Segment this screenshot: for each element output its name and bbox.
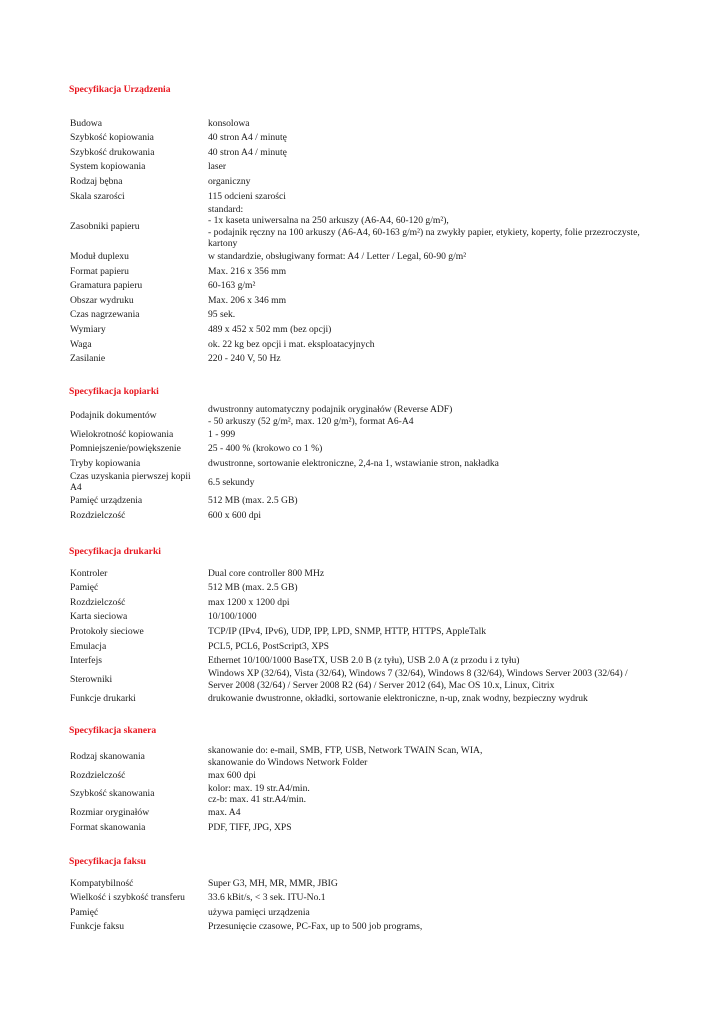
- spec-label: [70, 161, 208, 173]
- spec-label: [70, 443, 208, 455]
- spec-label: [70, 751, 208, 763]
- spec-row: [70, 566, 660, 581]
- section-title-printer: Specyfikacja drukarki: [69, 546, 161, 557]
- spec-table-printer: [70, 566, 660, 706]
- spec-label: [70, 674, 208, 686]
- spec-label-line: Sterowniki: [70, 673, 113, 685]
- spec-row: [70, 204, 660, 250]
- spec-value-line: dwustronny automatyczny podajnik oryginałów (Reverse ADF): [208, 404, 453, 415]
- spec-label-line: Funkcje faksu: [70, 921, 125, 933]
- spec-row: [70, 595, 660, 610]
- spec-label-line: Zasobniki papieru: [70, 220, 140, 232]
- spec-row: [70, 404, 660, 427]
- spec-value: [208, 693, 660, 705]
- spec-value-line: organiczny: [208, 175, 251, 187]
- spec-label-line: Funkcje drukarki: [70, 692, 136, 704]
- spec-row: [70, 745, 660, 768]
- spec-row: [70, 264, 660, 279]
- spec-row: [70, 145, 660, 160]
- spec-value-line: 220 - 240 V, 50 Hz: [208, 353, 281, 365]
- spec-value-line: Server 2008 (32/64) / Server 2008 R2 (64) / Server 2012 (64), Mac OS 10.x, Linux, Citrix: [208, 679, 555, 691]
- spec-label-line: Protokoły sieciowe: [70, 625, 144, 637]
- spec-value-line: 1 - 999: [208, 428, 236, 440]
- spec-value: [208, 161, 660, 173]
- spec-label: [70, 770, 208, 782]
- spec-label-line: Wielokrotność kopiowania: [70, 428, 174, 440]
- spec-value-line: cz-b: max. 41 str.A4/min.: [208, 794, 307, 806]
- spec-value-line: 25 - 400 % (krokowo co 1 %): [208, 443, 323, 455]
- spec-value-line: kolor: max. 19 str.A4/min.: [208, 782, 310, 794]
- spec-label-line: Rodzaj bębna: [70, 175, 123, 187]
- spec-value-line: standard:: [208, 203, 244, 215]
- spec-label-line: Pamięć: [70, 582, 99, 594]
- spec-row: [70, 456, 660, 471]
- spec-value: [208, 807, 660, 819]
- spec-label-line: Pamięć urządzenia: [70, 495, 143, 507]
- spec-value-line: 40 stron A4 / minutę: [208, 146, 287, 158]
- spec-row: [70, 610, 660, 625]
- spec-row: [70, 654, 660, 669]
- spec-value-line: skanowanie do Windows Network Folder: [208, 756, 368, 768]
- spec-value: [208, 582, 660, 594]
- spec-row: [70, 250, 660, 265]
- spec-value-line: Dual core controller 800 MHz: [208, 567, 325, 579]
- spec-row: [70, 691, 660, 706]
- spec-value-line: 512 MB (max. 2.5 GB): [208, 582, 298, 594]
- spec-value-line: Super G3, MH, MR, MMR, JBIG: [208, 877, 338, 889]
- spec-value: [208, 309, 660, 321]
- spec-label-line: Kompatybilność: [70, 877, 134, 889]
- spec-label: [70, 295, 208, 307]
- spec-row: [70, 494, 660, 509]
- spec-label: [70, 641, 208, 653]
- spec-value: [208, 353, 660, 365]
- spec-row: [70, 920, 660, 935]
- spec-label: [70, 221, 208, 233]
- spec-value-line: Max. 206 x 346 mm: [208, 294, 287, 306]
- spec-table-scanner: [70, 745, 660, 835]
- spec-row: [70, 581, 660, 596]
- spec-row: [70, 891, 660, 906]
- spec-label-line: Interfejs: [70, 655, 102, 667]
- spec-row: [70, 442, 660, 457]
- spec-value-line: 6.5 sekundy: [208, 476, 255, 488]
- spec-row: [70, 639, 660, 654]
- spec-value-line: max 600 dpi: [208, 769, 256, 781]
- spec-label-line: Gramatura papieru: [70, 280, 143, 292]
- spec-label: [70, 309, 208, 321]
- spec-row: [70, 427, 660, 442]
- spec-label: [70, 788, 208, 800]
- spec-value-line: PCL5, PCL6, PostScript3, XPS: [208, 640, 330, 652]
- spec-label-line: Szybkość skanowania: [70, 788, 155, 800]
- spec-row: [70, 471, 660, 494]
- spec-value-line: laser: [208, 161, 227, 173]
- spec-label-line: A4: [70, 482, 82, 494]
- spec-row: [70, 806, 660, 821]
- spec-label-line: Rozdzielczość: [70, 769, 126, 781]
- spec-label-line: Karta sieciowa: [70, 611, 128, 623]
- spec-label: [70, 251, 208, 263]
- spec-label-line: Pamięć: [70, 906, 99, 918]
- spec-value: [208, 878, 660, 890]
- spec-value-line: PDF, TIFF, JPG, XPS: [208, 821, 292, 833]
- spec-row: [70, 189, 660, 204]
- spec-value-line: max. A4: [208, 807, 241, 819]
- spec-value-line: - 1x kaseta uniwersalna na 250 arkuszy (A6-A4, 60-120 g/m²),: [208, 215, 449, 227]
- spec-value: [208, 295, 660, 307]
- spec-value: [208, 404, 660, 427]
- spec-label: [70, 655, 208, 667]
- spec-value-line: Max. 216 x 356 mm: [208, 265, 287, 277]
- spec-value-line: skanowanie do: e-mail, SMB, FTP, USB, Network TWAIN Scan, WIA,: [208, 745, 483, 756]
- spec-label: [70, 807, 208, 819]
- spec-label: [70, 410, 208, 422]
- spec-value: [208, 266, 660, 278]
- spec-label-line: Czas nagrzewania: [70, 309, 140, 321]
- spec-label: [70, 118, 208, 130]
- spec-value: [208, 324, 660, 336]
- spec-label: [70, 822, 208, 834]
- spec-value-line: w standardzie, obsługiwany format: A4 / Letter / Legal, 60-90 g/m²: [208, 251, 467, 263]
- spec-row: [70, 508, 660, 523]
- spec-value: [208, 280, 660, 292]
- spec-value: [208, 477, 660, 489]
- spec-row: [70, 820, 660, 835]
- spec-table-fax: [70, 876, 660, 934]
- spec-value: [208, 907, 660, 919]
- spec-label: [70, 611, 208, 623]
- spec-row: [70, 668, 660, 691]
- spec-row: [70, 116, 660, 131]
- spec-value: [208, 597, 660, 609]
- spec-value: [208, 204, 660, 250]
- spec-value-line: - 50 arkuszy (52 g/m², max. 120 g/m²), format A6-A4: [208, 415, 414, 427]
- spec-label-line: Waga: [70, 338, 92, 350]
- spec-value: [208, 339, 660, 351]
- spec-label: [70, 495, 208, 507]
- spec-label: [70, 597, 208, 609]
- spec-label-line: Zasilanie: [70, 353, 106, 365]
- spec-label: [70, 471, 208, 494]
- spec-value: [208, 132, 660, 144]
- spec-label-line: Szybkość drukowania: [70, 146, 155, 158]
- spec-label-line: Wielkość i szybkość transferu: [70, 892, 185, 904]
- spec-label: [70, 191, 208, 203]
- spec-value: [208, 921, 660, 933]
- spec-label: [70, 892, 208, 904]
- spec-label-line: Format skanowania: [70, 821, 146, 833]
- spec-label: [70, 339, 208, 351]
- spec-table-device: [70, 116, 660, 366]
- section-title-device: Specyfikacja Urządzenia: [69, 84, 171, 95]
- spec-row: [70, 783, 660, 806]
- spec-label-line: Czas uzyskania pierwszej kopii: [70, 470, 191, 482]
- spec-value-line: kartony: [208, 238, 238, 250]
- spec-label-line: Podajnik dokumentów: [70, 409, 157, 421]
- spec-label: [70, 458, 208, 470]
- spec-value: [208, 611, 660, 623]
- spec-label: [70, 429, 208, 441]
- spec-value: [208, 745, 660, 768]
- spec-value-line: drukowanie dwustronne, okładki, sortowanie elektroniczne, n-up, znak wodny, bezpieczny wydruk: [208, 692, 588, 704]
- spec-value-line: 512 MB (max. 2.5 GB): [208, 495, 298, 507]
- section-title-scanner: Specyfikacja skanera: [69, 725, 157, 736]
- spec-value: [208, 191, 660, 203]
- spec-value-line: Ethernet 10/100/1000 BaseTX, USB 2.0 B (z tyłu), USB 2.0 A (z przodu i z tyłu): [208, 655, 520, 667]
- spec-label: [70, 176, 208, 188]
- spec-value-line: TCP/IP (IPv4, IPv6), UDP, IPP, LPD, SNMP, HTTP, HTTPS, AppleTalk: [208, 625, 487, 637]
- spec-label: [70, 324, 208, 336]
- spec-value: [208, 822, 660, 834]
- spec-label: [70, 693, 208, 705]
- spec-row: [70, 308, 660, 323]
- spec-row: [70, 279, 660, 294]
- spec-label: [70, 147, 208, 159]
- spec-value: [208, 510, 660, 522]
- spec-value: [208, 783, 660, 806]
- spec-value: [208, 568, 660, 580]
- spec-value-line: dwustronne, sortowanie elektroniczne, 2,4-na 1, wstawianie stron, nakładka: [208, 457, 499, 469]
- section-title-fax: Specyfikacja faksu: [69, 856, 147, 867]
- spec-label: [70, 353, 208, 365]
- spec-value-line: używa pamięci urządzenia: [208, 906, 310, 918]
- spec-value-line: 60-163 g/m²: [208, 280, 256, 292]
- spec-label-line: Pomniejszenie/powiększenie: [70, 443, 181, 455]
- spec-label: [70, 878, 208, 890]
- spec-row: [70, 624, 660, 639]
- spec-label: [70, 626, 208, 638]
- spec-row: [70, 131, 660, 146]
- spec-label: [70, 582, 208, 594]
- spec-label-line: Tryby kopiowania: [70, 457, 141, 469]
- spec-label: [70, 907, 208, 919]
- spec-value: [208, 495, 660, 507]
- spec-label-line: Rozdzielczość: [70, 596, 126, 608]
- spec-value: [208, 251, 660, 263]
- spec-label-line: Format papieru: [70, 265, 129, 277]
- spec-value: [208, 147, 660, 159]
- spec-row: [70, 323, 660, 338]
- spec-value: [208, 641, 660, 653]
- spec-label: [70, 921, 208, 933]
- spec-value: [208, 655, 660, 667]
- spec-value: [208, 118, 660, 130]
- spec-row: [70, 352, 660, 367]
- spec-label: [70, 510, 208, 522]
- spec-value-line: 95 sek.: [208, 309, 236, 321]
- spec-label-line: Rodzaj skanowania: [70, 750, 145, 762]
- spec-value-line: konsolowa: [208, 117, 250, 129]
- spec-value-line: 40 stron A4 / minutę: [208, 132, 287, 144]
- spec-value: [208, 443, 660, 455]
- spec-label-line: Budowa: [70, 117, 102, 129]
- spec-row: [70, 876, 660, 891]
- spec-value-line: 115 odcieni szarości: [208, 190, 286, 202]
- spec-row: [70, 905, 660, 920]
- spec-label: [70, 266, 208, 278]
- spec-value: [208, 668, 660, 691]
- spec-label-line: Moduł duplexu: [70, 251, 129, 263]
- spec-label-line: Rozmiar oryginałów: [70, 807, 150, 819]
- spec-row: [70, 160, 660, 175]
- spec-label-line: Wymiary: [70, 324, 106, 336]
- spec-value-line: ok. 22 kg bez opcji i mat. eksploatacyjnych: [208, 338, 375, 350]
- spec-label-line: Obszar wydruku: [70, 294, 134, 306]
- spec-label: [70, 568, 208, 580]
- spec-label-line: Kontroler: [70, 567, 108, 579]
- spec-row: [70, 293, 660, 308]
- spec-label-line: Szybkość kopiowania: [70, 132, 154, 144]
- spec-label: [70, 280, 208, 292]
- spec-value-line: 489 x 452 x 502 mm (bez opcji): [208, 324, 332, 336]
- spec-value-line: Przesunięcie czasowe, PC-Fax, up to 500 job programs,: [208, 921, 423, 933]
- spec-value: [208, 770, 660, 782]
- spec-value-line: max 1200 x 1200 dpi: [208, 596, 290, 608]
- spec-value: [208, 458, 660, 470]
- spec-row: [70, 174, 660, 189]
- section-title-copier: Specyfikacja kopiarki: [69, 386, 159, 397]
- spec-table-copier: [70, 404, 660, 523]
- spec-label-line: Emulacja: [70, 640, 107, 652]
- spec-label-line: System kopiowania: [70, 161, 146, 173]
- spec-value: [208, 429, 660, 441]
- spec-value: [208, 626, 660, 638]
- spec-value-line: 600 x 600 dpi: [208, 509, 262, 521]
- spec-label-line: Skala szarości: [70, 190, 125, 202]
- spec-value-line: 10/100/1000: [208, 611, 257, 623]
- spec-value-line: Windows XP (32/64), Vista (32/64), Windows 7 (32/64), Windows 8 (32/64), Windows Server 2003 (32/64) /: [208, 668, 628, 680]
- spec-row: [70, 768, 660, 783]
- spec-row: [70, 337, 660, 352]
- spec-value-line: 33.6 kBit/s, < 3 sek. ITU-No.1: [208, 892, 326, 904]
- spec-label: [70, 132, 208, 144]
- spec-value-line: - podajnik ręczny na 100 arkuszy (A6-A4, 60-163 g/m²) na zwykły papier, etykiety, koperty, folie przezroczyste,: [208, 226, 640, 238]
- spec-value: [208, 892, 660, 904]
- spec-label-line: Rozdzielczość: [70, 509, 126, 521]
- spec-value: [208, 176, 660, 188]
